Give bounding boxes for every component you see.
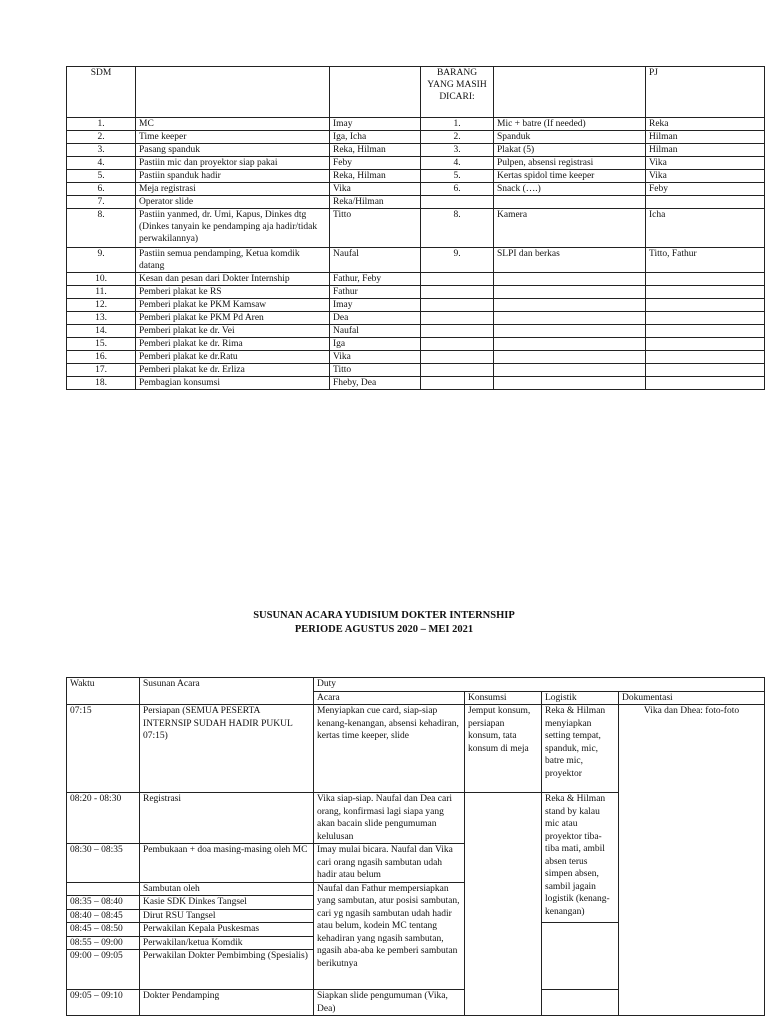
pj-cell xyxy=(646,196,765,209)
sdm-header-row xyxy=(67,67,765,118)
susunan-cell: Perwakilan Kepala Puskesmas xyxy=(140,923,314,937)
susunan-cell: Persiapan (SEMUA PESERTA INTERNSIP SUDAH HADIR PUKUL 07:15) xyxy=(140,705,314,793)
pic-cell: Vika xyxy=(330,351,421,364)
pj-cell: Icha xyxy=(646,209,765,248)
task-number: 2. xyxy=(67,131,136,144)
susunan-cell: Kasie SDK Dinkes Tangsel xyxy=(140,896,314,910)
item-number: 4. xyxy=(421,157,494,170)
item-number: 5. xyxy=(421,170,494,183)
waktu-cell: 08:20 - 08:30 xyxy=(67,793,140,844)
sdm-row xyxy=(67,325,765,338)
logistik-header: Logistik xyxy=(542,691,619,705)
task-number: 8. xyxy=(67,209,136,248)
item-number xyxy=(421,325,494,338)
item-cell: Kamera xyxy=(494,209,646,248)
rundown-table xyxy=(66,677,765,1016)
waktu-cell: 08:30 – 08:35 xyxy=(67,844,140,883)
pic-cell: Fathur xyxy=(330,286,421,299)
pj-header: PJ xyxy=(646,67,765,118)
task-cell: Pastiin mic dan proyektor siap pakai xyxy=(136,157,330,170)
pic-cell: Feby xyxy=(330,157,421,170)
item-cell xyxy=(494,286,646,299)
susunan-header: Susunan Acara xyxy=(140,678,314,705)
task-number: 9. xyxy=(67,248,136,273)
item-cell xyxy=(494,299,646,312)
sdm-row xyxy=(67,286,765,299)
logistik-cell: Reka & Hilman menyiapkan setting tempat, spanduk, mic, batre mic, proyektor xyxy=(542,705,619,793)
item-number: 2. xyxy=(421,131,494,144)
sdm-row xyxy=(67,131,765,144)
item-cell xyxy=(494,196,646,209)
header-empty-cell xyxy=(494,67,646,118)
pj-cell: Vika xyxy=(646,170,765,183)
konsumsi-header: Konsumsi xyxy=(465,691,542,705)
pic-cell: Vika xyxy=(330,183,421,196)
acara-cell: Menyiapkan cue card, siap-siap kenang-kenangan, absensi kehadiran, kertas time keeper, slide xyxy=(314,705,465,793)
logistik-cell: Reka & Hilman stand by kalau mic atau proyektor tiba-tiba mati, ambil absen terus simpen absen, sambil jagain logistik (kenang-kenangan) xyxy=(542,793,619,923)
item-cell: Spanduk xyxy=(494,131,646,144)
susunan-cell: Registrasi xyxy=(140,793,314,844)
task-cell: Pastiin semua pendamping, Ketua komdik datang xyxy=(136,248,330,273)
pj-cell xyxy=(646,286,765,299)
item-number xyxy=(421,338,494,351)
sdm-row xyxy=(67,377,765,390)
item-number xyxy=(421,286,494,299)
rundown-header-row xyxy=(67,678,765,692)
task-cell: Kesan dan pesan dari Dokter Internship xyxy=(136,273,330,286)
konsumsi-cell: Jemput konsum, persiapan konsum, tata konsum di meja xyxy=(465,705,542,793)
pic-cell: Fheby, Dea xyxy=(330,377,421,390)
item-number: 6. xyxy=(421,183,494,196)
sdm-row xyxy=(67,144,765,157)
pj-cell xyxy=(646,273,765,286)
item-number xyxy=(421,273,494,286)
item-cell: Pulpen, absensi registrasi xyxy=(494,157,646,170)
pic-cell: Imay xyxy=(330,299,421,312)
susunan-cell: Pembukaan + doa masing-masing oleh MC xyxy=(140,844,314,883)
item-cell: Plakat (5) xyxy=(494,144,646,157)
task-cell: Pemberi plakat ke dr. Vei xyxy=(136,325,330,338)
item-number: 3. xyxy=(421,144,494,157)
pj-cell xyxy=(646,299,765,312)
pj-cell xyxy=(646,338,765,351)
item-number xyxy=(421,312,494,325)
task-cell: Pastiin yanmed, dr. Umi, Kapus, Dinkes dtg (Dinkes tanyain ke pendamping aja hadir/tidak perwakilannya) xyxy=(136,209,330,248)
task-cell: Meja registrasi xyxy=(136,183,330,196)
konsumsi-cell-empty xyxy=(465,793,542,1016)
document-title: SUSUNAN ACARA YUDISIUM DOKTER INTERNSHIP xyxy=(253,610,515,621)
task-number: 15. xyxy=(67,338,136,351)
item-cell xyxy=(494,351,646,364)
pj-cell: Hilman xyxy=(646,144,765,157)
item-cell: Mic + batre (If needed) xyxy=(494,118,646,131)
task-number: 1. xyxy=(67,118,136,131)
task-number: 17. xyxy=(67,364,136,377)
waktu-cell-empty xyxy=(67,882,140,896)
duty-header: Duty xyxy=(314,678,765,692)
pj-cell: Vika xyxy=(646,157,765,170)
sdm-row xyxy=(67,338,765,351)
waktu-cell: 09:05 – 09:10 xyxy=(67,990,140,1016)
dokumentasi-header: Dokumentasi xyxy=(619,691,765,705)
pj-cell xyxy=(646,377,765,390)
pic-cell: Fathur, Feby xyxy=(330,273,421,286)
task-cell: Pastiin spanduk hadir xyxy=(136,170,330,183)
sdm-row xyxy=(67,299,765,312)
item-number xyxy=(421,351,494,364)
pic-cell: Reka, Hilman xyxy=(330,170,421,183)
header-empty-cell xyxy=(136,67,330,118)
item-cell xyxy=(494,312,646,325)
item-number xyxy=(421,364,494,377)
sdm-row xyxy=(67,157,765,170)
task-number: 14. xyxy=(67,325,136,338)
task-cell: Pemberi plakat ke PKM Pd Aren xyxy=(136,312,330,325)
task-number: 4. xyxy=(67,157,136,170)
task-cell: Pemberi plakat ke dr. Erliza xyxy=(136,364,330,377)
item-cell xyxy=(494,325,646,338)
item-cell: Kertas spidol time keeper xyxy=(494,170,646,183)
sdm-row xyxy=(67,209,765,248)
document-subtitle: PERIODE AGUSTUS 2020 – MEI 2021 xyxy=(294,624,474,635)
item-cell xyxy=(494,338,646,351)
pj-cell xyxy=(646,325,765,338)
barang-header: BARANG YANG MASIH DICARI: xyxy=(421,67,494,118)
pic-cell: Dea xyxy=(330,312,421,325)
susunan-cell: Dirut RSU Tangsel xyxy=(140,909,314,923)
task-number: 3. xyxy=(67,144,136,157)
item-cell: SLPI dan berkas xyxy=(494,248,646,273)
waktu-cell: 08:40 – 08:45 xyxy=(67,909,140,923)
item-number xyxy=(421,377,494,390)
sdm-row xyxy=(67,196,765,209)
sdm-row xyxy=(67,273,765,286)
sdm-row xyxy=(67,351,765,364)
task-number: 16. xyxy=(67,351,136,364)
acara-cell: Siapkan slide pengumuman (Vika, Dea) xyxy=(314,990,465,1016)
task-number: 7. xyxy=(67,196,136,209)
pic-cell: Naufal xyxy=(330,248,421,273)
pj-cell: Titto, Fathur xyxy=(646,248,765,273)
item-number xyxy=(421,196,494,209)
task-number: 10. xyxy=(67,273,136,286)
item-cell: Snack (….) xyxy=(494,183,646,196)
task-cell: MC xyxy=(136,118,330,131)
dokumentasi-cell: Vika dan Dhea: foto-foto xyxy=(619,705,765,1016)
item-number: 8. xyxy=(421,209,494,248)
waktu-cell: 07:15 xyxy=(67,705,140,793)
task-number: 5. xyxy=(67,170,136,183)
waktu-cell: 08:55 – 09:00 xyxy=(67,936,140,950)
sdm-assignment-table xyxy=(66,66,765,390)
task-cell: Pemberi plakat ke RS xyxy=(136,286,330,299)
task-cell: Pemberi plakat ke dr.Ratu xyxy=(136,351,330,364)
pic-cell: Titto xyxy=(330,364,421,377)
sdm-row xyxy=(67,312,765,325)
sdm-row xyxy=(67,118,765,131)
pj-cell xyxy=(646,312,765,325)
task-number: 13. xyxy=(67,312,136,325)
pic-cell: Reka, Hilman xyxy=(330,144,421,157)
task-cell: Pemberi plakat ke dr. Rima xyxy=(136,338,330,351)
susunan-cell: Sambutan oleh xyxy=(140,882,314,896)
task-cell: Pemberi plakat ke PKM Kamsaw xyxy=(136,299,330,312)
sdm-header: SDM xyxy=(67,67,136,118)
pic-cell: Reka/Hilman xyxy=(330,196,421,209)
pic-cell: Iga xyxy=(330,338,421,351)
pj-cell xyxy=(646,364,765,377)
pj-cell: Feby xyxy=(646,183,765,196)
waktu-cell: 08:45 – 08:50 xyxy=(67,923,140,937)
header-empty-cell xyxy=(330,67,421,118)
waktu-cell: 08:35 – 08:40 xyxy=(67,896,140,910)
acara-header: Acara xyxy=(314,691,465,705)
pic-cell: Iga, Icha xyxy=(330,131,421,144)
pic-cell: Imay xyxy=(330,118,421,131)
logistik-cell-empty xyxy=(542,990,619,1016)
pj-cell xyxy=(646,351,765,364)
item-cell xyxy=(494,364,646,377)
item-number: 1. xyxy=(421,118,494,131)
susunan-cell: Perwakilan/ketua Komdik xyxy=(140,936,314,950)
item-cell xyxy=(494,377,646,390)
sdm-row xyxy=(67,248,765,273)
susunan-cell: Dokter Pendamping xyxy=(140,990,314,1016)
task-cell: Pembagian konsumsi xyxy=(136,377,330,390)
item-number xyxy=(421,299,494,312)
task-cell: Operator slide xyxy=(136,196,330,209)
susunan-cell: Perwakilan Dokter Pembimbing (Spesialis) xyxy=(140,950,314,990)
item-number: 9. xyxy=(421,248,494,273)
sdm-row xyxy=(67,170,765,183)
task-number: 11. xyxy=(67,286,136,299)
acara-cell: Imay mulai bicara. Naufal dan Vika cari orang ngasih sambutan udah hadir atau belum xyxy=(314,844,465,883)
task-number: 18. xyxy=(67,377,136,390)
acara-cell: Naufal dan Fathur mempersiapkan yang sambutan, atur posisi sambutan, cari yg ngasih sambutan udah hadir atau belum, kodein MC tentang kehadiran yang ngasih sambutan, ngasih aba-aba ke pemberi sambutan berikutnya xyxy=(314,882,465,990)
task-number: 12. xyxy=(67,299,136,312)
pic-cell: Naufal xyxy=(330,325,421,338)
rundown-row xyxy=(67,705,765,793)
item-cell xyxy=(494,273,646,286)
acara-cell: Vika siap-siap. Naufal dan Dea cari orang, konfirmasi lagi siapa yang akan bacain slide pengumuman kelulusan xyxy=(314,793,465,844)
pj-cell: Hilman xyxy=(646,131,765,144)
waktu-header: Waktu xyxy=(67,678,140,705)
pj-cell: Reka xyxy=(646,118,765,131)
task-cell: Pasang spanduk xyxy=(136,144,330,157)
waktu-cell: 09:00 – 09:05 xyxy=(67,950,140,990)
sdm-row xyxy=(67,364,765,377)
pic-cell: Titto xyxy=(330,209,421,248)
sdm-row xyxy=(67,183,765,196)
task-cell: Time keeper xyxy=(136,131,330,144)
task-number: 6. xyxy=(67,183,136,196)
